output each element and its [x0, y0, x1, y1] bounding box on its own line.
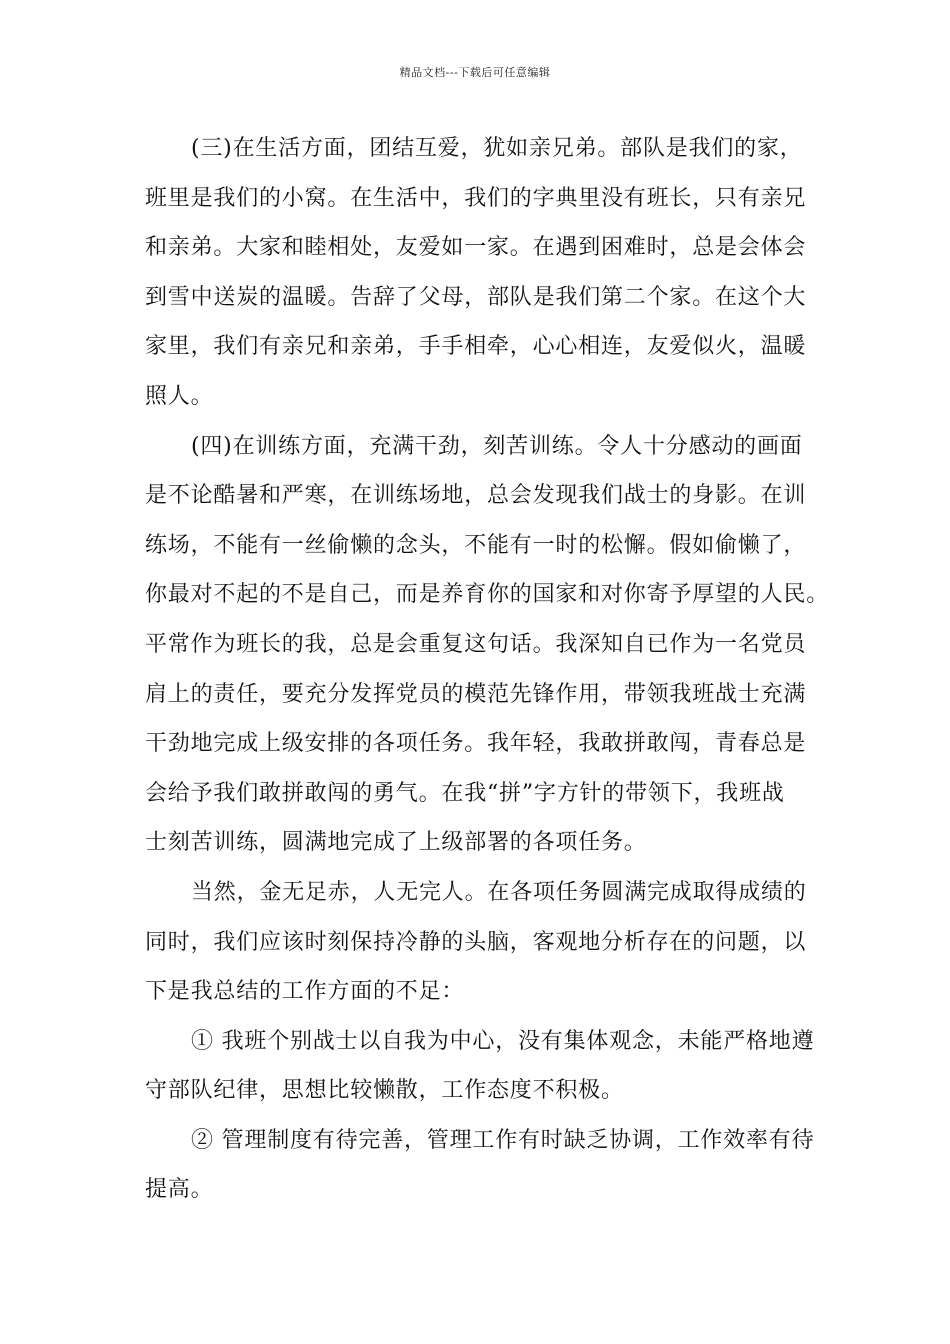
- text-line: 照人。: [145, 383, 214, 409]
- text-line: 当然，金无足赤，人无完人。在各项任务圆满完成取得成绩的: [191, 879, 807, 905]
- text-line: 你最对不起的不是自己，而是养育你的国家和对你寄予厚望的人民。: [145, 582, 830, 608]
- paragraph-training: [145, 422, 835, 868]
- text-line: 班里是我们的小窝。在生活中，我们的字典里没有班长，只有亲兄: [145, 185, 807, 211]
- text-line: (三)在生活方面，团结互爱，犹如亲兄弟。部队是我们的家，: [191, 136, 803, 161]
- text-line: 和亲弟。大家和睦相处，友爱如一家。在遇到困难时，总是会体会: [145, 235, 807, 261]
- text-line: 练场，不能有一丝偷懒的念头，不能有一时的松懈。假如偷懒了，: [145, 532, 807, 558]
- text-line: 是不论酷暑和严寒，在训练场地，总会发现我们战士的身影。在训: [145, 483, 807, 509]
- text-line: 到雪中送炭的温暖。告辞了父母，部队是我们第二个家。在这个大: [145, 284, 807, 310]
- text-line: ① 我班个别战士以自我为中心，没有集体观念，未能严格地遵: [191, 1028, 815, 1054]
- paragraph-shortcomings-intro: [145, 868, 835, 1017]
- paragraph-life: [145, 124, 835, 422]
- text-line: 会给予我们敢拼敢闯的勇气。在我“拼”字方针的带领下，我班战: [145, 780, 785, 806]
- text-line: 平常作为班长的我，总是会重复这句话。我深知自已作为一名党员: [145, 631, 807, 657]
- text-line: 守部队纪律，思想比较懒散，工作态度不积极。: [145, 1078, 624, 1104]
- list-item-2: [145, 1116, 835, 1215]
- document-body: [145, 124, 835, 1215]
- page-header: 精品文档---下载后可任意编辑: [399, 66, 551, 79]
- text-line: ② 管理制度有待完善，管理工作有时缺乏协调，工作效率有待: [191, 1127, 815, 1153]
- text-line: (四)在训练方面，充满干劲，刻苦训练。令人十分感动的画面: [191, 433, 803, 459]
- text-line: 士刻苦训练，圆满地完成了上级部署的各项任务。: [145, 830, 647, 856]
- text-line: 干劲地完成上级安排的各项任务。我年轻，我敢拼敢闯，青春总是: [145, 731, 807, 757]
- text-line: 肩上的责任，要充分发挥党员的模范先锋作用，带领我班战士充满: [145, 681, 807, 707]
- text-line: 提高。: [145, 1177, 214, 1203]
- list-item-1: [145, 1017, 835, 1116]
- text-line: 同时，我们应该时刻保持冷静的头脑，客观地分析存在的问题，以: [145, 929, 807, 955]
- text-line: 家里，我们有亲兄和亲弟，手手相牵，心心相连，友爱似火，温暖: [145, 334, 807, 360]
- text-line: 下是我总结的工作方面的不足：: [145, 979, 465, 1005]
